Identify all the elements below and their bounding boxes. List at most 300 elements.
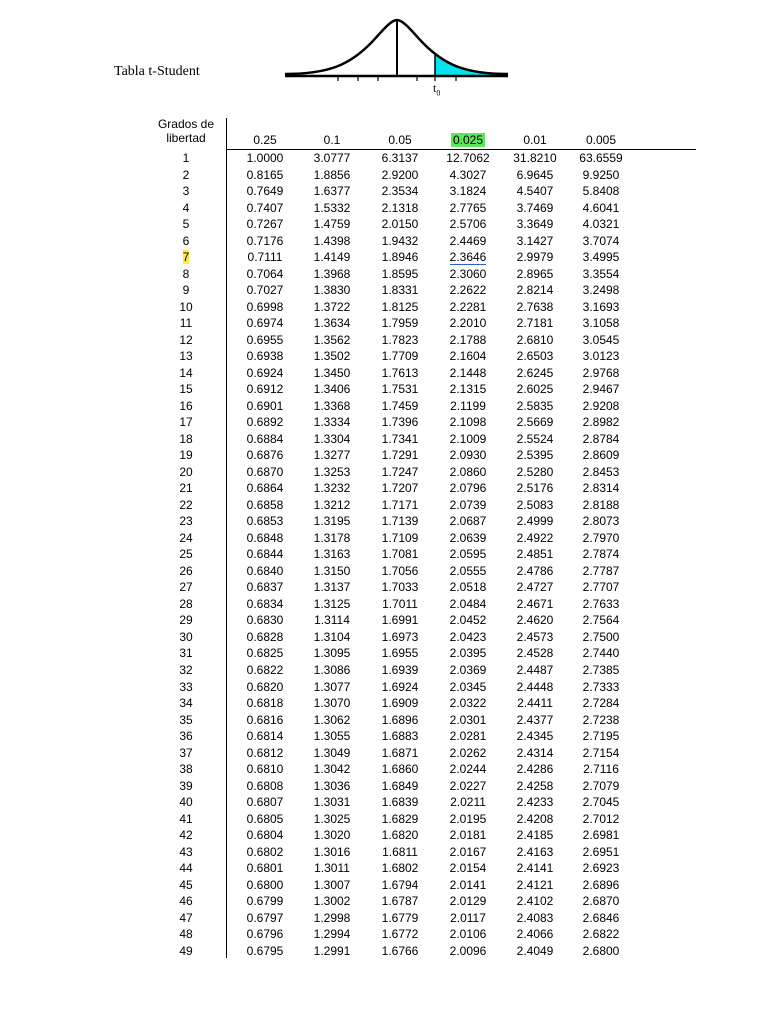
value-cell: 1.3968 bbox=[313, 266, 351, 281]
value-cell: 3.2498 bbox=[582, 283, 620, 298]
value-cell: 2.0106 bbox=[449, 927, 487, 942]
value-cell: 1.7291 bbox=[381, 448, 419, 463]
value-cell: 1.6811 bbox=[382, 844, 418, 859]
column-header: 0.005 bbox=[585, 133, 617, 147]
value-cell: 2.9208 bbox=[582, 398, 620, 413]
value-cell: 2.0930 bbox=[449, 448, 487, 463]
df-cell: 36 bbox=[179, 729, 193, 744]
value-cell: 1.3195 bbox=[313, 514, 351, 529]
value-cell: 2.1318 bbox=[381, 200, 419, 215]
df-cell: 48 bbox=[179, 927, 193, 942]
value-cell: 2.1448 bbox=[449, 365, 487, 380]
value-cell: 1.3055 bbox=[313, 729, 351, 744]
value-cell: 2.7874 bbox=[582, 547, 620, 562]
df-cell: 49 bbox=[179, 943, 193, 958]
value-cell: 1.3406 bbox=[313, 382, 351, 397]
value-cell: 2.9979 bbox=[516, 250, 554, 265]
value-cell: 2.4786 bbox=[516, 563, 554, 578]
df-cell: 16 bbox=[179, 398, 193, 413]
value-cell: 1.0000 bbox=[246, 151, 284, 165]
df-cell: 27 bbox=[179, 580, 193, 595]
value-cell: 1.6991 bbox=[381, 613, 419, 628]
df-cell: 23 bbox=[179, 514, 193, 529]
value-cell: 0.6998 bbox=[246, 299, 284, 314]
value-cell: 2.7181 bbox=[516, 316, 554, 331]
value-cell: 1.8331 bbox=[381, 283, 419, 298]
value-cell: 2.0150 bbox=[381, 217, 419, 232]
value-cell: 1.6955 bbox=[381, 646, 419, 661]
value-cell: 2.4377 bbox=[516, 712, 554, 727]
df-cell: 44 bbox=[179, 861, 193, 876]
value-cell: 1.3062 bbox=[313, 712, 351, 727]
df-cell: 12 bbox=[179, 332, 193, 347]
value-cell: 1.6896 bbox=[381, 712, 419, 727]
value-cell: 2.0739 bbox=[449, 497, 487, 512]
column-header: 0.01 bbox=[523, 133, 547, 147]
value-cell: 1.3049 bbox=[313, 745, 351, 760]
value-cell: 2.6846 bbox=[582, 910, 620, 925]
value-cell: 1.9432 bbox=[381, 233, 419, 248]
value-cell: 2.1009 bbox=[449, 431, 487, 446]
value-cell: 1.3562 bbox=[313, 332, 351, 347]
page-title: Tabla t-Student bbox=[114, 64, 200, 79]
value-cell: 0.6912 bbox=[246, 382, 284, 397]
value-cell: 1.6860 bbox=[381, 762, 419, 777]
value-cell: 1.6924 bbox=[381, 679, 419, 694]
value-cell: 2.4102 bbox=[516, 894, 554, 909]
value-cell: 4.0321 bbox=[582, 217, 620, 232]
value-cell: 2.0301 bbox=[449, 712, 487, 727]
df-cell: 8 bbox=[182, 266, 190, 281]
value-cell: 2.4671 bbox=[516, 596, 554, 611]
value-cell: 1.3334 bbox=[313, 415, 351, 430]
value-cell: 2.4573 bbox=[516, 629, 554, 644]
value-cell: 2.4922 bbox=[516, 530, 554, 545]
value-cell: 2.7638 bbox=[516, 299, 554, 314]
value-cell: 3.1427 bbox=[516, 233, 554, 248]
value-cell: 0.6853 bbox=[246, 514, 284, 529]
value-cell: 3.1824 bbox=[449, 184, 487, 199]
df-cell: 7 bbox=[182, 250, 190, 265]
value-cell: 1.2994 bbox=[313, 927, 351, 942]
df-cell: 10 bbox=[179, 299, 193, 314]
df-cell: 19 bbox=[179, 448, 193, 463]
column-header: 0.025 bbox=[452, 133, 484, 147]
value-cell: 2.8453 bbox=[582, 464, 620, 479]
value-cell: 1.7709 bbox=[381, 349, 419, 364]
value-cell: 12.7062 bbox=[446, 151, 490, 165]
value-cell: 2.2010 bbox=[449, 316, 487, 331]
value-cell: 0.6870 bbox=[246, 464, 284, 479]
value-cell: 2.4487 bbox=[516, 662, 554, 677]
value-cell: 0.6800 bbox=[246, 877, 284, 892]
value-cell: 1.3095 bbox=[313, 646, 351, 661]
value-cell: 1.3502 bbox=[313, 349, 351, 364]
value-cell: 1.7207 bbox=[381, 481, 419, 496]
value-cell: 0.7064 bbox=[246, 266, 284, 281]
value-cell: 1.3070 bbox=[313, 696, 351, 711]
value-cell: 0.6822 bbox=[246, 662, 284, 677]
value-cell: 0.6808 bbox=[246, 778, 284, 793]
value-cell: 0.6901 bbox=[246, 398, 284, 413]
value-cell: 2.0595 bbox=[449, 547, 487, 562]
value-cell: 2.5280 bbox=[516, 464, 554, 479]
value-cell: 2.9200 bbox=[381, 167, 419, 182]
value-cell: 0.6807 bbox=[246, 795, 284, 810]
df-cell: 29 bbox=[179, 613, 193, 628]
value-cell: 2.4411 bbox=[517, 696, 553, 711]
value-cell: 0.7407 bbox=[246, 200, 284, 215]
value-cell: 4.3027 bbox=[449, 167, 487, 182]
value-cell: 2.4233 bbox=[516, 795, 554, 810]
value-cell: 2.0096 bbox=[449, 943, 487, 958]
value-cell: 31.8210 bbox=[513, 151, 557, 165]
value-cell: 2.4620 bbox=[516, 613, 554, 628]
value-cell: 0.6876 bbox=[246, 448, 284, 463]
value-cell: 0.6804 bbox=[246, 828, 284, 843]
df-cell: 47 bbox=[179, 910, 193, 925]
value-cell: 2.1199 bbox=[450, 398, 486, 413]
value-cell: 4.6041 bbox=[582, 200, 620, 215]
value-cell: 1.4759 bbox=[313, 217, 351, 232]
value-cell: 2.8214 bbox=[516, 283, 554, 298]
value-cell: 2.4208 bbox=[516, 811, 554, 826]
value-cell: 3.7469 bbox=[516, 200, 554, 215]
value-cell: 1.7341 bbox=[381, 431, 419, 446]
value-cell: 1.7033 bbox=[381, 580, 419, 595]
value-cell: 0.7176 bbox=[246, 233, 284, 248]
t0-label: $t_0$ bbox=[433, 81, 441, 98]
value-cell: 2.0860 bbox=[449, 464, 487, 479]
value-cell: 1.6794 bbox=[381, 877, 419, 892]
value-cell: 2.1788 bbox=[449, 332, 487, 347]
value-cell: 2.4448 bbox=[516, 679, 554, 694]
value-cell: 1.7109 bbox=[381, 530, 419, 545]
value-cell: 2.0555 bbox=[449, 563, 487, 578]
value-cell: 1.3137 bbox=[313, 580, 351, 595]
value-cell: 1.6939 bbox=[381, 662, 419, 677]
value-cell: 2.5524 bbox=[516, 431, 554, 446]
value-cell: 2.0195 bbox=[449, 811, 487, 826]
value-cell: 5.8408 bbox=[582, 184, 620, 199]
value-cell: 1.6973 bbox=[381, 629, 419, 644]
value-cell: 1.6883 bbox=[381, 729, 419, 744]
value-cell: 2.5669 bbox=[516, 415, 554, 430]
value-cell: 0.6812 bbox=[246, 745, 284, 760]
df-cell: 40 bbox=[179, 795, 193, 810]
value-cell: 2.0518 bbox=[449, 580, 487, 595]
df-cell: 31 bbox=[179, 646, 193, 661]
df-cell: 34 bbox=[179, 696, 193, 711]
value-cell: 2.1098 bbox=[449, 415, 487, 430]
value-cell: 0.6828 bbox=[246, 629, 284, 644]
value-cell: 2.0639 bbox=[449, 530, 487, 545]
value-cell: 1.3031 bbox=[313, 795, 351, 810]
value-cell: 0.6892 bbox=[246, 415, 284, 430]
df-cell: 26 bbox=[179, 563, 193, 578]
value-cell: 1.8125 bbox=[381, 299, 419, 314]
value-cell: 0.6796 bbox=[246, 927, 284, 942]
value-cell: 1.4149 bbox=[313, 250, 351, 265]
df-cell: 22 bbox=[179, 497, 193, 512]
value-cell: 2.8609 bbox=[582, 448, 620, 463]
value-cell: 2.6896 bbox=[582, 877, 620, 892]
value-cell: 2.0281 bbox=[449, 729, 487, 744]
value-cell: 2.4066 bbox=[516, 927, 554, 942]
value-cell: 0.7649 bbox=[246, 184, 284, 199]
value-cell: 3.0777 bbox=[313, 151, 351, 165]
value-cell: 0.6799 bbox=[246, 894, 284, 909]
value-cell: 0.6938 bbox=[246, 349, 284, 364]
value-cell: 2.1604 bbox=[449, 349, 487, 364]
value-cell: 1.7011 bbox=[382, 596, 418, 611]
value-cell: 1.7139 bbox=[381, 514, 419, 529]
value-cell: 1.4398 bbox=[313, 233, 351, 248]
df-cell: 37 bbox=[179, 745, 193, 760]
value-cell: 0.6858 bbox=[246, 497, 284, 512]
value-cell: 2.7154 bbox=[582, 745, 620, 760]
value-cell: 2.4083 bbox=[516, 910, 554, 925]
value-cell: 6.3137 bbox=[381, 151, 419, 165]
value-cell: 2.7045 bbox=[582, 795, 620, 810]
df-cell: 15 bbox=[179, 382, 193, 397]
df-cell: 39 bbox=[179, 778, 193, 793]
value-cell: 1.3212 bbox=[313, 497, 351, 512]
value-cell: 2.7970 bbox=[582, 530, 620, 545]
value-cell: 1.3086 bbox=[313, 662, 351, 677]
value-cell: 2.7284 bbox=[582, 696, 620, 711]
value-cell: 0.6830 bbox=[246, 613, 284, 628]
value-cell: 0.6924 bbox=[246, 365, 284, 380]
value-cell: 2.0345 bbox=[449, 679, 487, 694]
df-cell: 1 bbox=[182, 151, 190, 165]
value-cell: 2.0687 bbox=[449, 514, 487, 529]
value-cell: 1.7081 bbox=[381, 547, 419, 562]
value-cell: 2.7012 bbox=[582, 811, 620, 826]
df-cell: 14 bbox=[179, 365, 193, 380]
value-cell: 2.6245 bbox=[516, 365, 554, 380]
value-cell: 0.6864 bbox=[246, 481, 284, 496]
df-cell: 38 bbox=[179, 762, 193, 777]
value-cell: 2.4141 bbox=[516, 861, 554, 876]
value-cell: 2.7765 bbox=[449, 200, 487, 215]
df-cell: 6 bbox=[182, 233, 190, 248]
value-cell: 3.1058 bbox=[582, 316, 620, 331]
value-cell: 1.3002 bbox=[313, 894, 351, 909]
value-cell: 3.4995 bbox=[582, 250, 620, 265]
value-cell: 2.4049 bbox=[516, 943, 554, 958]
value-cell: 1.3042 bbox=[313, 762, 351, 777]
value-cell: 3.3649 bbox=[516, 217, 554, 232]
value-cell: 0.6848 bbox=[246, 530, 284, 545]
value-cell: 4.5407 bbox=[516, 184, 554, 199]
value-cell: 2.6981 bbox=[582, 828, 620, 843]
value-cell: 3.1693 bbox=[582, 299, 620, 314]
value-cell: 1.3150 bbox=[313, 563, 351, 578]
value-cell: 2.4727 bbox=[516, 580, 554, 595]
value-cell: 2.0129 bbox=[449, 894, 487, 909]
value-cell: 2.8784 bbox=[582, 431, 620, 446]
df-cell: 21 bbox=[179, 481, 193, 496]
value-cell: 6.9645 bbox=[516, 167, 554, 182]
value-cell: 1.7056 bbox=[381, 563, 419, 578]
value-cell: 0.7027 bbox=[246, 283, 284, 298]
value-cell: 2.0244 bbox=[449, 762, 487, 777]
value-cell: 0.7111 bbox=[247, 250, 283, 265]
value-cell: 1.3020 bbox=[313, 828, 351, 843]
column-header: 0.25 bbox=[253, 133, 277, 147]
value-cell: 1.3125 bbox=[313, 596, 351, 611]
value-cell: 2.0395 bbox=[449, 646, 487, 661]
value-cell: 2.3646 bbox=[449, 250, 487, 265]
value-cell: 2.7238 bbox=[582, 712, 620, 727]
value-cell: 2.5706 bbox=[449, 217, 487, 232]
value-cell: 2.6870 bbox=[582, 894, 620, 909]
value-cell: 1.3232 bbox=[313, 481, 351, 496]
value-cell: 2.0167 bbox=[449, 844, 487, 859]
value-cell: 2.4163 bbox=[516, 844, 554, 859]
value-cell: 3.0545 bbox=[582, 332, 620, 347]
df-column-header: Grados de libertad bbox=[157, 117, 215, 145]
value-cell: 1.8595 bbox=[381, 266, 419, 281]
value-cell: 2.8965 bbox=[516, 266, 554, 281]
value-cell: 1.6839 bbox=[381, 795, 419, 810]
value-cell: 2.7385 bbox=[582, 662, 620, 677]
value-cell: 0.6816 bbox=[246, 712, 284, 727]
value-cell: 2.7707 bbox=[582, 580, 620, 595]
value-cell: 1.3114 bbox=[314, 613, 350, 628]
value-cell: 1.7613 bbox=[381, 365, 419, 380]
value-cell: 2.4528 bbox=[516, 646, 554, 661]
value-cell: 1.2998 bbox=[313, 910, 351, 925]
value-cell: 2.4345 bbox=[516, 729, 554, 744]
value-cell: 2.7787 bbox=[582, 563, 620, 578]
value-cell: 2.0154 bbox=[449, 861, 487, 876]
value-cell: 2.2281 bbox=[449, 299, 487, 314]
df-cell: 32 bbox=[179, 662, 193, 677]
df-cell: 13 bbox=[179, 349, 193, 364]
value-cell: 2.4314 bbox=[516, 745, 554, 760]
value-cell: 2.0322 bbox=[449, 696, 487, 711]
df-cell: 9 bbox=[182, 283, 190, 298]
value-cell: 2.8073 bbox=[582, 514, 620, 529]
df-cell: 46 bbox=[179, 894, 193, 909]
value-cell: 1.3722 bbox=[313, 299, 351, 314]
value-cell: 2.3060 bbox=[449, 266, 487, 281]
df-cell: 3 bbox=[182, 184, 190, 199]
value-cell: 0.6974 bbox=[246, 316, 284, 331]
value-cell: 2.4121 bbox=[516, 877, 554, 892]
value-cell: 1.3277 bbox=[313, 448, 351, 463]
value-cell: 0.6834 bbox=[246, 596, 284, 611]
value-cell: 1.8946 bbox=[381, 250, 419, 265]
value-cell: 2.0211 bbox=[450, 795, 486, 810]
value-cell: 1.3007 bbox=[313, 877, 351, 892]
value-cell: 0.6802 bbox=[246, 844, 284, 859]
value-cell: 0.6810 bbox=[246, 762, 284, 777]
value-cell: 2.7633 bbox=[582, 596, 620, 611]
value-cell: 9.9250 bbox=[582, 167, 620, 182]
value-cell: 0.6955 bbox=[246, 332, 284, 347]
df-cell: 45 bbox=[179, 877, 193, 892]
value-cell: 1.3304 bbox=[313, 431, 351, 446]
value-cell: 1.7247 bbox=[381, 464, 419, 479]
value-cell: 1.3634 bbox=[313, 316, 351, 331]
df-cell: 20 bbox=[179, 464, 193, 479]
value-cell: 3.0123 bbox=[582, 349, 620, 364]
column-header: 0.05 bbox=[388, 133, 412, 147]
value-cell: 1.3178 bbox=[313, 530, 351, 545]
value-cell: 2.0181 bbox=[449, 828, 487, 843]
value-cell: 2.6822 bbox=[582, 927, 620, 942]
value-cell: 0.6820 bbox=[246, 679, 284, 694]
value-cell: 2.7333 bbox=[582, 679, 620, 694]
value-cell: 2.6800 bbox=[582, 943, 620, 958]
value-cell: 1.3450 bbox=[313, 365, 351, 380]
value-cell: 2.4469 bbox=[449, 233, 487, 248]
df-cell: 17 bbox=[179, 415, 193, 430]
value-cell: 2.8188 bbox=[582, 497, 620, 512]
value-cell: 2.5083 bbox=[516, 497, 554, 512]
column-header: 0.1 bbox=[323, 133, 341, 147]
df-cell: 5 bbox=[182, 217, 190, 232]
value-cell: 1.2991 bbox=[313, 943, 351, 958]
df-cell: 28 bbox=[179, 596, 193, 611]
value-cell: 0.6837 bbox=[246, 580, 284, 595]
df-divider bbox=[226, 118, 227, 958]
value-cell: 2.0796 bbox=[449, 481, 487, 496]
value-cell: 2.6951 bbox=[582, 844, 620, 859]
value-cell: 1.3036 bbox=[313, 778, 351, 793]
value-cell: 2.7500 bbox=[582, 629, 620, 644]
value-cell: 2.4286 bbox=[516, 762, 554, 777]
value-cell: 0.6825 bbox=[246, 646, 284, 661]
value-cell: 1.3830 bbox=[313, 283, 351, 298]
value-cell: 1.6787 bbox=[381, 894, 419, 909]
value-cell: 1.7823 bbox=[381, 332, 419, 347]
value-cell: 1.7459 bbox=[381, 398, 419, 413]
value-cell: 2.8314 bbox=[582, 481, 620, 496]
value-cell: 1.3077 bbox=[313, 679, 351, 694]
value-cell: 0.6814 bbox=[246, 729, 284, 744]
value-cell: 63.6559 bbox=[579, 151, 623, 165]
value-cell: 1.5332 bbox=[313, 200, 351, 215]
value-cell: 1.6909 bbox=[381, 696, 419, 711]
value-cell: 1.3253 bbox=[313, 464, 351, 479]
value-cell: 1.6849 bbox=[381, 778, 419, 793]
df-cell: 35 bbox=[179, 712, 193, 727]
value-cell: 1.3016 bbox=[313, 844, 351, 859]
value-cell: 2.6810 bbox=[516, 332, 554, 347]
value-cell: 2.9467 bbox=[582, 382, 620, 397]
value-cell: 1.6772 bbox=[381, 927, 419, 942]
value-cell: 1.6802 bbox=[381, 861, 419, 876]
value-cell: 1.3163 bbox=[313, 547, 351, 562]
value-cell: 2.0369 bbox=[449, 662, 487, 677]
value-cell: 2.0227 bbox=[449, 778, 487, 793]
value-cell: 2.0452 bbox=[449, 613, 487, 628]
value-cell: 1.6779 bbox=[381, 910, 419, 925]
value-cell: 2.4258 bbox=[516, 778, 554, 793]
value-cell: 2.7564 bbox=[582, 613, 620, 628]
value-cell: 2.0141 bbox=[449, 877, 487, 892]
value-cell: 1.3104 bbox=[313, 629, 351, 644]
value-cell: 0.7267 bbox=[246, 217, 284, 232]
value-cell: 2.0484 bbox=[449, 596, 487, 611]
value-cell: 2.4185 bbox=[516, 828, 554, 843]
value-cell: 2.0423 bbox=[449, 629, 487, 644]
value-cell: 2.7195 bbox=[582, 729, 620, 744]
